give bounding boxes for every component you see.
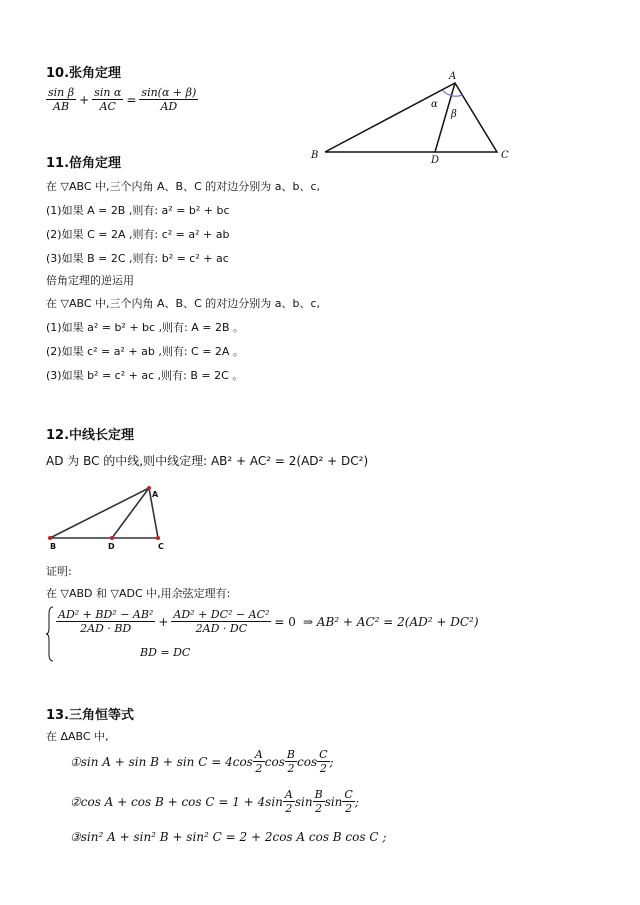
label-beta: β [451,109,457,120]
identity-1: ①sin A + sin B + sin C = 4cos $\frac{A}{2}$ cos $\frac{B}{2}$ cos $\frac{C}{2}$ ; [70,748,334,775]
double-angle-case-3: (3)如果 B = 2C ,则有: b² = c² + ac [46,252,229,265]
section-13-heading: 13.三角恒等式 [46,708,135,723]
proof-intro: 在 ▽ABD 和 ▽ADC 中,用余弦定理有: [46,587,231,600]
double-angle-intro: 在 ▽ABC 中,三个内角 A、B、C 的对边分别为 a、b、c, [46,180,321,193]
triangle-abc-2 [50,488,158,538]
proof-equation-1: $\frac{\text{AD² + BD² − AB²}}{2AD \cdot BD}$ + $\frac{\text{AD² + DC² − AC²}}{2AD \cdot DC}$ = 0 ⇒ AB² + AC² = 2(AD² + DC²) [58,608,479,635]
proof-brace [46,606,54,662]
converse-heading: 倍角定理的逆运用 [46,274,134,287]
median-theorem-statement: AD 为 BC 的中线,则中线定理: AB² + AC² = 2(AD² + DC²) [46,454,369,468]
label-d: D [431,155,440,165]
median-figure [44,480,174,552]
angle-theorem-formula: $\frac{\text{sin β}}{AB}$ + $\frac{\text{sin α}}{AC}$ = $\frac{\sin(\alpha + \beta)}{AD}$ [48,86,197,113]
proof-equation-2: BD = DC [140,646,191,659]
section-11-heading: 11.倍角定理 [46,156,122,171]
identities-intro: 在 ΔABC 中, [46,730,109,743]
label-a-2: A [152,490,159,499]
label-b: B [311,150,319,161]
triangle-abc [325,83,497,152]
label-b-2: B [50,542,57,551]
angle-theorem-figure [305,65,515,165]
median-ad [112,488,149,538]
point-c [156,536,160,540]
fraction-sin-sum: $\frac{\sin(\alpha + \beta)}{AD}$ [141,86,197,113]
point-d [110,536,114,540]
fraction-sin-beta: $\frac{\text{sin β}}{AB}$ [48,86,75,113]
label-a: A [449,71,457,82]
label-c-2: C [158,542,164,551]
converse-case-3: (3)如果 b² = c² + ac ,则有: B = 2C 。 [46,369,244,382]
label-c: C [501,150,509,161]
section-12-heading: 12.中线长定理 [46,428,135,443]
point-a [147,486,151,490]
point-b [48,536,52,540]
label-d-2: D [108,542,115,551]
converse-case-1: (1)如果 a² = b² + bc ,则有: A = 2B 。 [46,321,245,334]
double-angle-case-2: (2)如果 C = 2A ,则有: c² = a² + ab [46,228,230,241]
double-angle-case-1: (1)如果 A = 2B ,则有: a² = b² + bc [46,204,230,217]
converse-intro: 在 ▽ABC 中,三个内角 A、B、C 的对边分别为 a、b、c, [46,297,321,310]
section-10-heading: 10.张角定理 [46,66,122,81]
identity-2: ②cos A + cos B + cos C = 1 + 4sin $\frac{A}{2}$ sin $\frac{B}{2}$ sin $\frac{C}{2}$ ; [70,788,359,815]
fraction-sin-alpha: $\frac{\text{sin α}}{AC}$ [94,86,122,113]
converse-case-2: (2)如果 c² = a² + ab ,则有: C = 2A 。 [46,345,244,358]
label-alpha: α [431,99,438,110]
identity-3: ③sin² A + sin² B + sin² C = 2 + 2cos A cos B cos C ; [70,830,387,844]
proof-conclusion: ⇒ AB² + AC² = 2(AD² + DC²) [302,615,479,629]
proof-label: 证明: [46,565,72,578]
